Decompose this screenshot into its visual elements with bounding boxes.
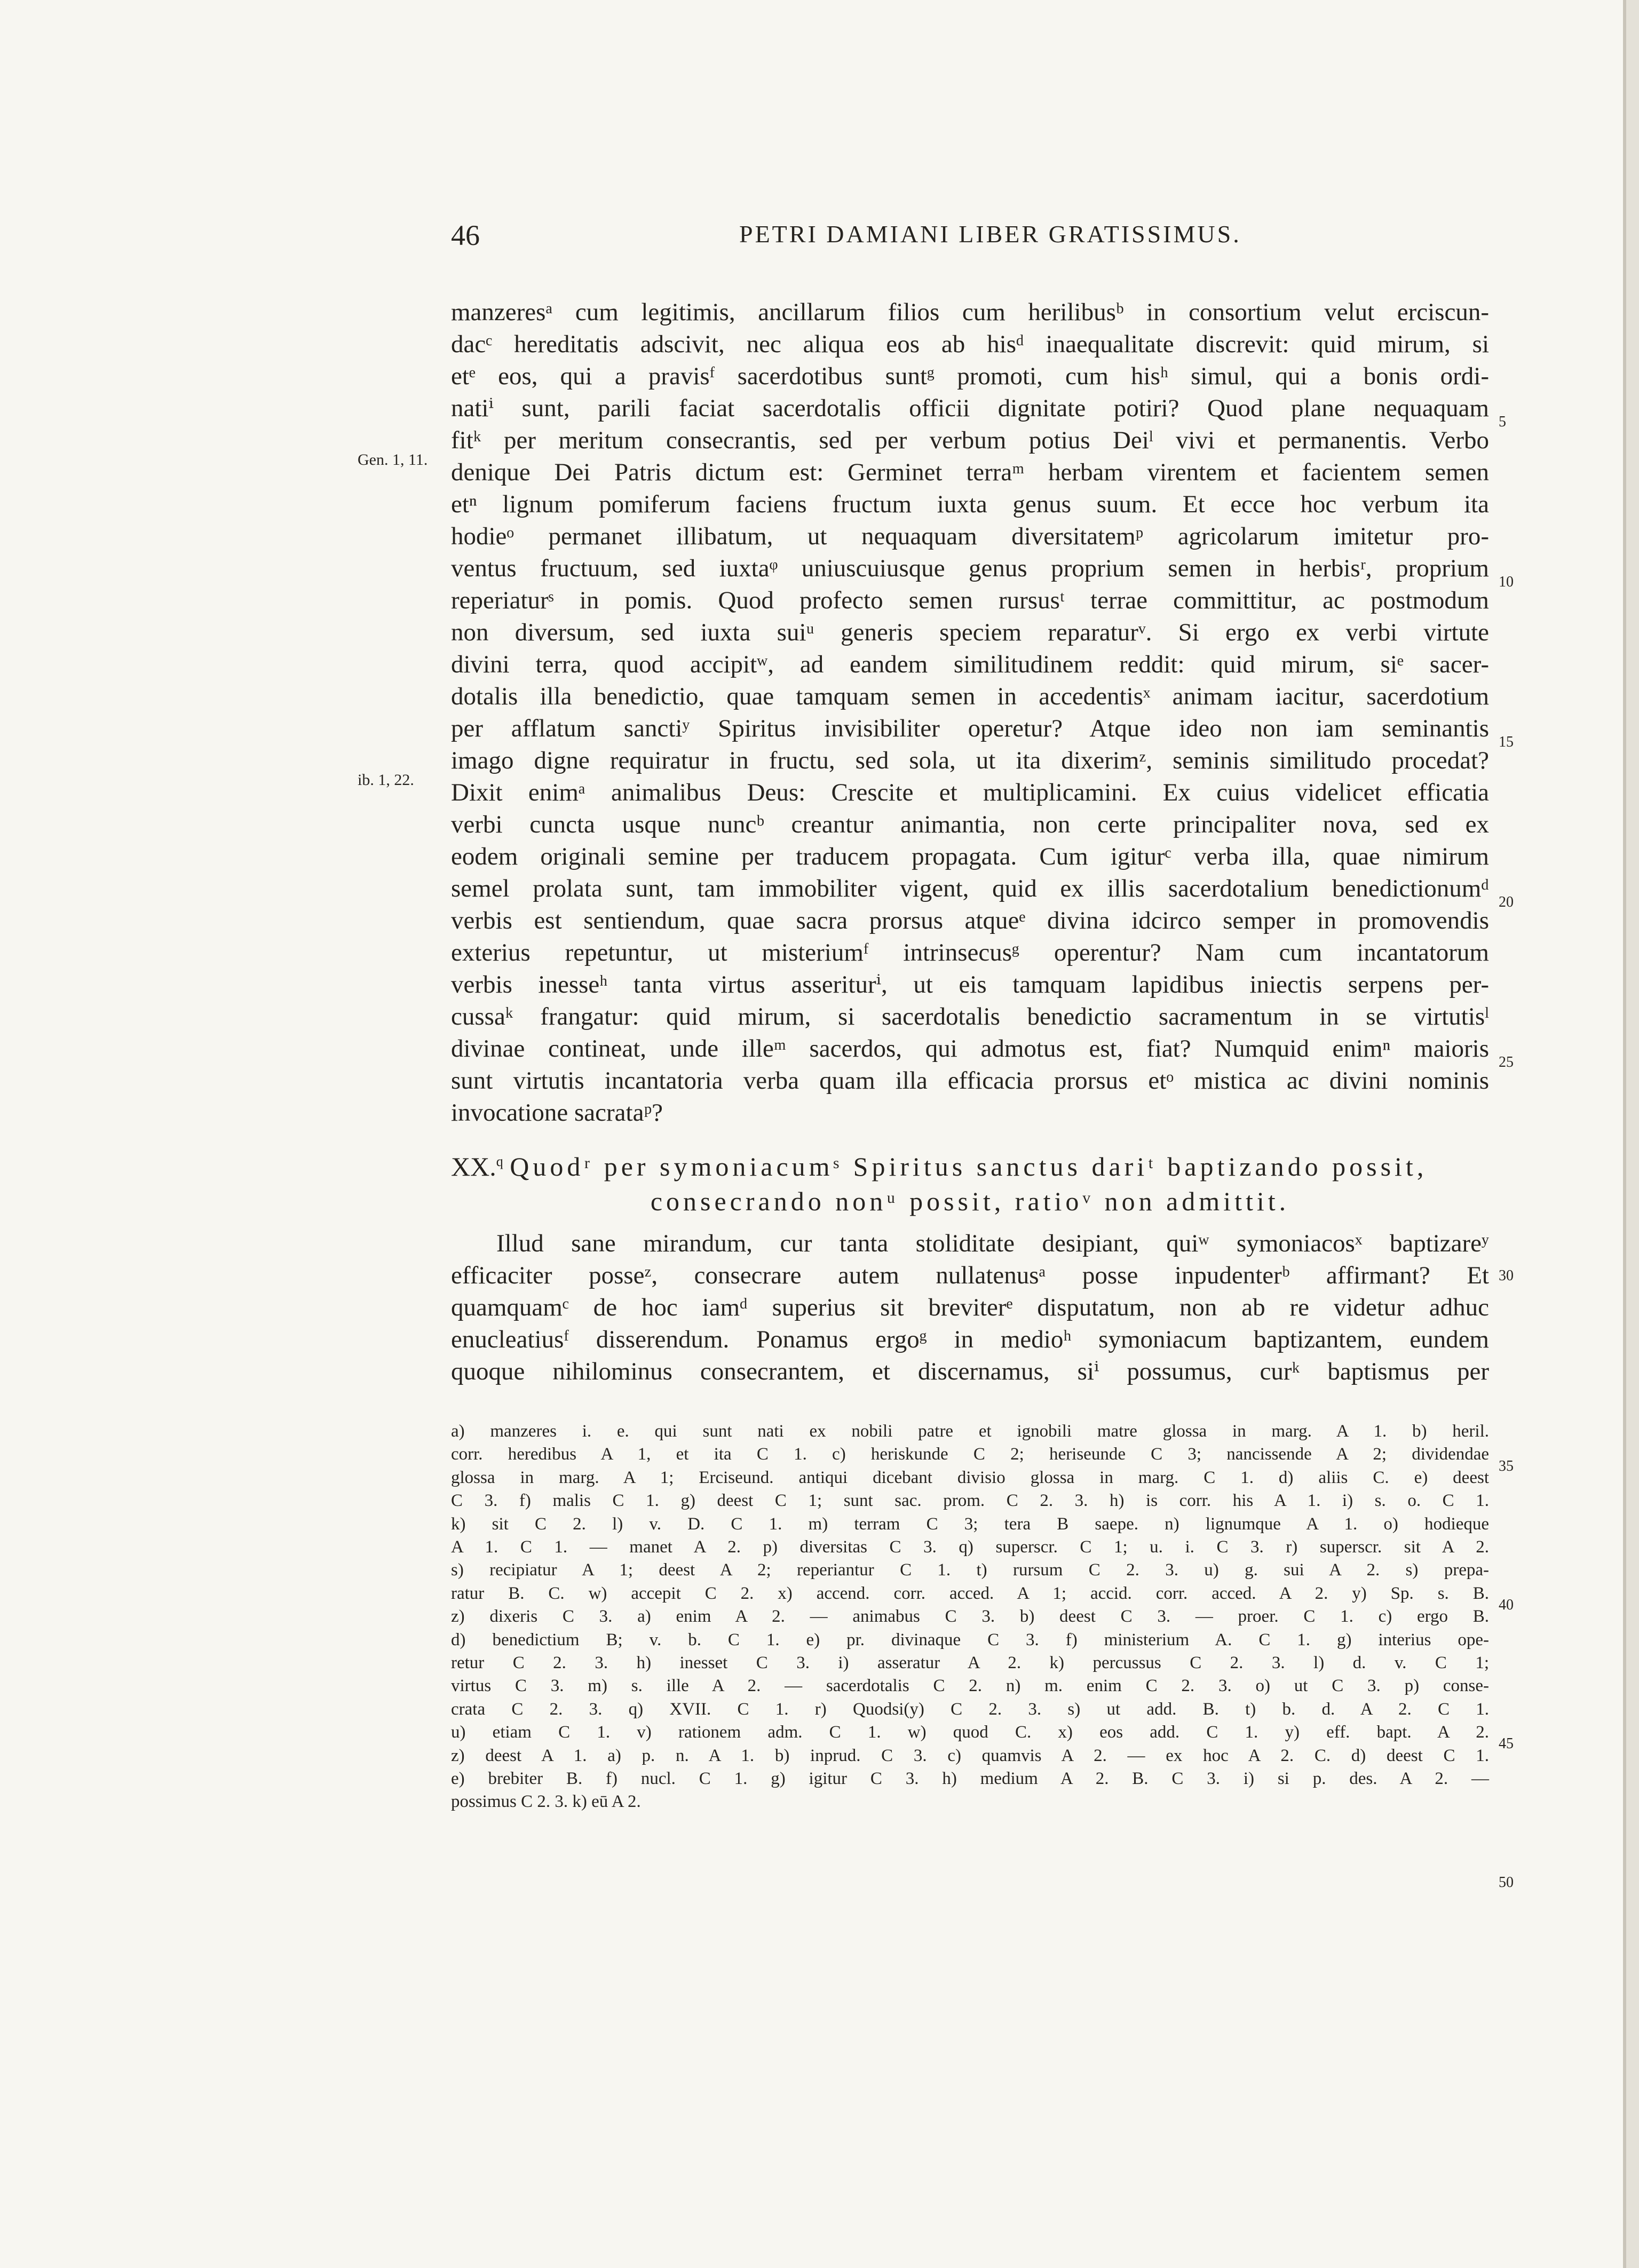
text-line: dacᶜ hereditatis adscivit, nec aliqua eos ab hisᵈ inaequalitate discrevit: quid mirum, si <box>451 330 1489 358</box>
text-line: divini terra, quod accipitʷ, ad eandem similitudinem reddit: quid mirum, siᵉ sacer- <box>451 651 1489 678</box>
text-line: per afflatum sanctiʸ Spiritus invisibiliter operetur? Atque ideo non iam seminantis <box>451 715 1489 742</box>
text-line: divinae contineat, unde illeᵐ sacerdos, qui admotus est, fiat? Numquid enimⁿ maioris <box>451 1035 1489 1062</box>
text-line: verbi cuncta usque nuncᵇ creantur animantia, non certe principaliter nova, sed ex <box>451 811 1489 838</box>
text-line: reperiaturˢ in pomis. Quod profecto semen rursusᵗ terrae committitur, ac postmodum <box>451 586 1489 614</box>
footnote-line: A 1. C 1. — manet A 2. p) diversitas C 3. q) superscr. C 1; u. i. C 3. r) superscr. sit A 2. <box>451 1537 1489 1557</box>
text-line: ventus fructuum, sed iuxtaᵠ uniuscuiusque genus proprium semen in herbisʳ, proprium <box>451 554 1489 582</box>
footnote-line: d) benedictium B; v. b. C 1. e) pr. divinaque C 3. f) ministerium A. C 1. g) interius ope- <box>451 1630 1489 1650</box>
page-edge-shadow <box>1623 0 1626 2268</box>
margin-ref-ib: ib. 1, 22. <box>358 771 414 789</box>
text-line: Illud sane mirandum, cur tanta stoliditate desipiant, quiʷ symoniacosˣ baptizareʸ <box>496 1230 1489 1257</box>
text-line: sunt virtutis incantatoria verba quam illa efficacia prorsus etᵒ mistica ac divini nominis <box>451 1067 1489 1095</box>
text-line: dotalis illa benedictio, quae tamquam semen in accedentisˣ animam iacitur, sacerdotium <box>451 683 1489 710</box>
line-number: 25 <box>1499 1054 1514 1070</box>
chapter-number: XX. <box>451 1152 496 1181</box>
line-number: 50 <box>1499 1874 1514 1891</box>
text-line: enucleatiusᶠ disserendum. Ponamus ergoᵍ in medioʰ symoniacum baptizantem, eundem <box>451 1326 1489 1353</box>
text-line: exterius repetuntur, ut misteriumᶠ intrinsecusᵍ operentur? Nam cum incantatorum <box>451 939 1489 966</box>
line-number: 30 <box>1499 1267 1514 1284</box>
footnote-line: retur C 2. 3. h) inesset C 3. i) asseratur A 2. k) percussus C 2. 3. l) d. v. C 1; <box>451 1653 1489 1672</box>
footnote-line: corr. heredibus A 1, et ita C 1. c) heriskunde C 2; heriseunde C 3; nancissende A 2; dividendae <box>451 1445 1489 1464</box>
footnote-line: a) manzeres i. e. qui sunt nati ex nobili patre et ignobili matre glossa in marg. A 1. b) heril. <box>451 1422 1489 1441</box>
text-line: cussaᵏ frangatur: quid mirum, si sacerdotalis benedictio sacramentum in se virtutisˡ <box>451 1003 1489 1030</box>
chapter-number-sup: q <box>496 1154 503 1169</box>
text-line: imago digne requiratur in fructu, sed sola, ut ita dixerimᶻ, seminis similitudo procedat? <box>451 747 1489 774</box>
footnote-line: crata C 2. 3. q) XVII. C 1. r) Quodsi(y) C 2. 3. s) ut add. B. t) b. d. A 2. C 1. <box>451 1699 1489 1719</box>
footnote-line: u) etiam C 1. v) rationem adm. C 1. w) quod C. x) eos add. C 1. y) eff. bapt. A 2. <box>451 1723 1489 1742</box>
text-line: invocatione sacrataᵖ? <box>451 1099 663 1127</box>
text-line: denique Dei Patris dictum est: Germinet terraᵐ herbam virentem et facientem semen <box>451 458 1489 486</box>
line-number: 35 <box>1499 1458 1514 1474</box>
page-edge <box>1626 0 1639 2268</box>
text-line: Dixit enimᵃ animalibus Deus: Crescite et multiplicamini. Ex cuius videlicet efficatia <box>451 779 1489 806</box>
footnote-line: possimus C 2. 3. k) eū A 2. <box>451 1792 641 1812</box>
footnote-line: e) brebiter B. f) nucl. C 1. g) igitur C 3. h) medium A 2. B. C 3. i) si p. des. A 2. — <box>451 1769 1489 1788</box>
running-title: PETRI DAMIANI LIBER GRATISSIMUS. <box>739 220 1241 248</box>
footnote-line: ratur B. C. w) accepit C 2. x) accend. corr. acced. A 1; accid. corr. acced. A 2. y) Sp. s. B. <box>451 1583 1489 1603</box>
text-line: manzeresᵃ cum legitimis, ancillarum filios cum herilibusᵇ in consortium velut erciscun- <box>451 298 1489 326</box>
text-line: semel prolata sunt, tam immobiliter vigent, quid ex illis sacerdotalium benedictionumᵈ <box>451 875 1489 902</box>
margin-ref-gen: Gen. 1, 11. <box>358 451 428 469</box>
footnote-line: virtus C 3. m) s. ille A 2. — sacerdotalis C 2. n) m. enim C 2. 3. o) ut C 3. p) conse- <box>451 1676 1489 1696</box>
footnote-line: s) recipiatur A 1; deest A 2; reperiantur C 1. t) rursum C 2. 3. u) g. sui A 2. s) prepa- <box>451 1560 1489 1580</box>
text-line: natiⁱ sunt, parili faciat sacerdotalis officii dignitate potiri? Quod plane nequaquam <box>451 394 1489 422</box>
footnote-line: z) dixeris C 3. a) enim A 2. — animabus C 3. b) deest C 3. — proer. C 1. c) ergo B. <box>451 1607 1489 1627</box>
page-number: 46 <box>451 219 480 251</box>
line-number: 20 <box>1499 894 1514 910</box>
line-number: 45 <box>1499 1735 1514 1752</box>
chapter-title-line2: consecrando nonᵘ possit, ratioᵛ non admittit. <box>650 1186 1290 1216</box>
text-line: efficaciter posseᶻ, consecrare autem nullatenusᵃ posse inpudenterᵇ affirmant? Et <box>451 1262 1489 1289</box>
text-line: etⁿ lignum pomiferum faciens fructum iuxta genus suum. Et ecce hoc verbum ita <box>451 490 1489 518</box>
footnote-line: z) deest A 1. a) p. n. A 1. b) inprud. C 3. c) quamvis A 2. — ex hoc A 2. C. d) deest C 1. <box>451 1746 1489 1765</box>
footnote-line: k) sit C 2. l) v. D. C 1. m) terram C 3; tera B saepe. n) lignumque A 1. o) hodieque <box>451 1514 1489 1534</box>
chapter-title-line1: Quodʳ per symoniacumˢ Spiritus sanctus dariᵗ baptizando possit, <box>510 1152 1428 1181</box>
text-line: eodem originali semine per traducem propagata. Cum igiturᶜ verba illa, quae nimirum <box>451 843 1489 870</box>
page-header <box>451 219 1502 256</box>
text-line: etᵉ eos, qui a pravisᶠ sacerdotibus suntᵍ promoti, cum hisʰ simul, qui a bonis ordi- <box>451 362 1489 390</box>
text-line: quamquamᶜ de hoc iamᵈ superius sit breviterᵉ disputatum, non ab re videtur adhuc <box>451 1294 1489 1321</box>
text-line: non diversum, sed iuxta suiᵘ generis speciem reparaturᵛ. Si ergo ex verbi virtute <box>451 618 1489 646</box>
line-number: 10 <box>1499 574 1514 590</box>
line-number: 40 <box>1499 1597 1514 1613</box>
footnote-line: glossa in marg. A 1; Erciseund. antiqui dicebant divisio glossa in marg. C 1. d) aliis C. e) deest <box>451 1468 1489 1487</box>
text-line: verbis est sentiendum, quae sacra prorsus atqueᵉ divina idcirco semper in promovendis <box>451 907 1489 934</box>
text-line: quoque nihilominus consecrantem, et discernamus, siⁱ possumus, curᵏ baptismus per <box>451 1358 1489 1385</box>
line-number: 15 <box>1499 734 1514 750</box>
text-line: verbis inesseʰ tanta virtus asseriturⁱ, ut eis tamquam lapidibus iniectis serpens per- <box>451 971 1489 998</box>
footnote-line: C 3. f) malis C 1. g) deest C 1; sunt sac. prom. C 2. 3. h) is corr. his A 1. i) s. o. C 1. <box>451 1491 1489 1511</box>
text-line: hodieᵒ permanet illibatum, ut nequaquam diversitatemᵖ agricolarum imitetur pro- <box>451 522 1489 550</box>
line-number: 5 <box>1499 414 1506 430</box>
text-line: fitᵏ per meritum consecrantis, sed per verbum potius Deiˡ vivi et permanentis. Verbo <box>451 426 1489 454</box>
